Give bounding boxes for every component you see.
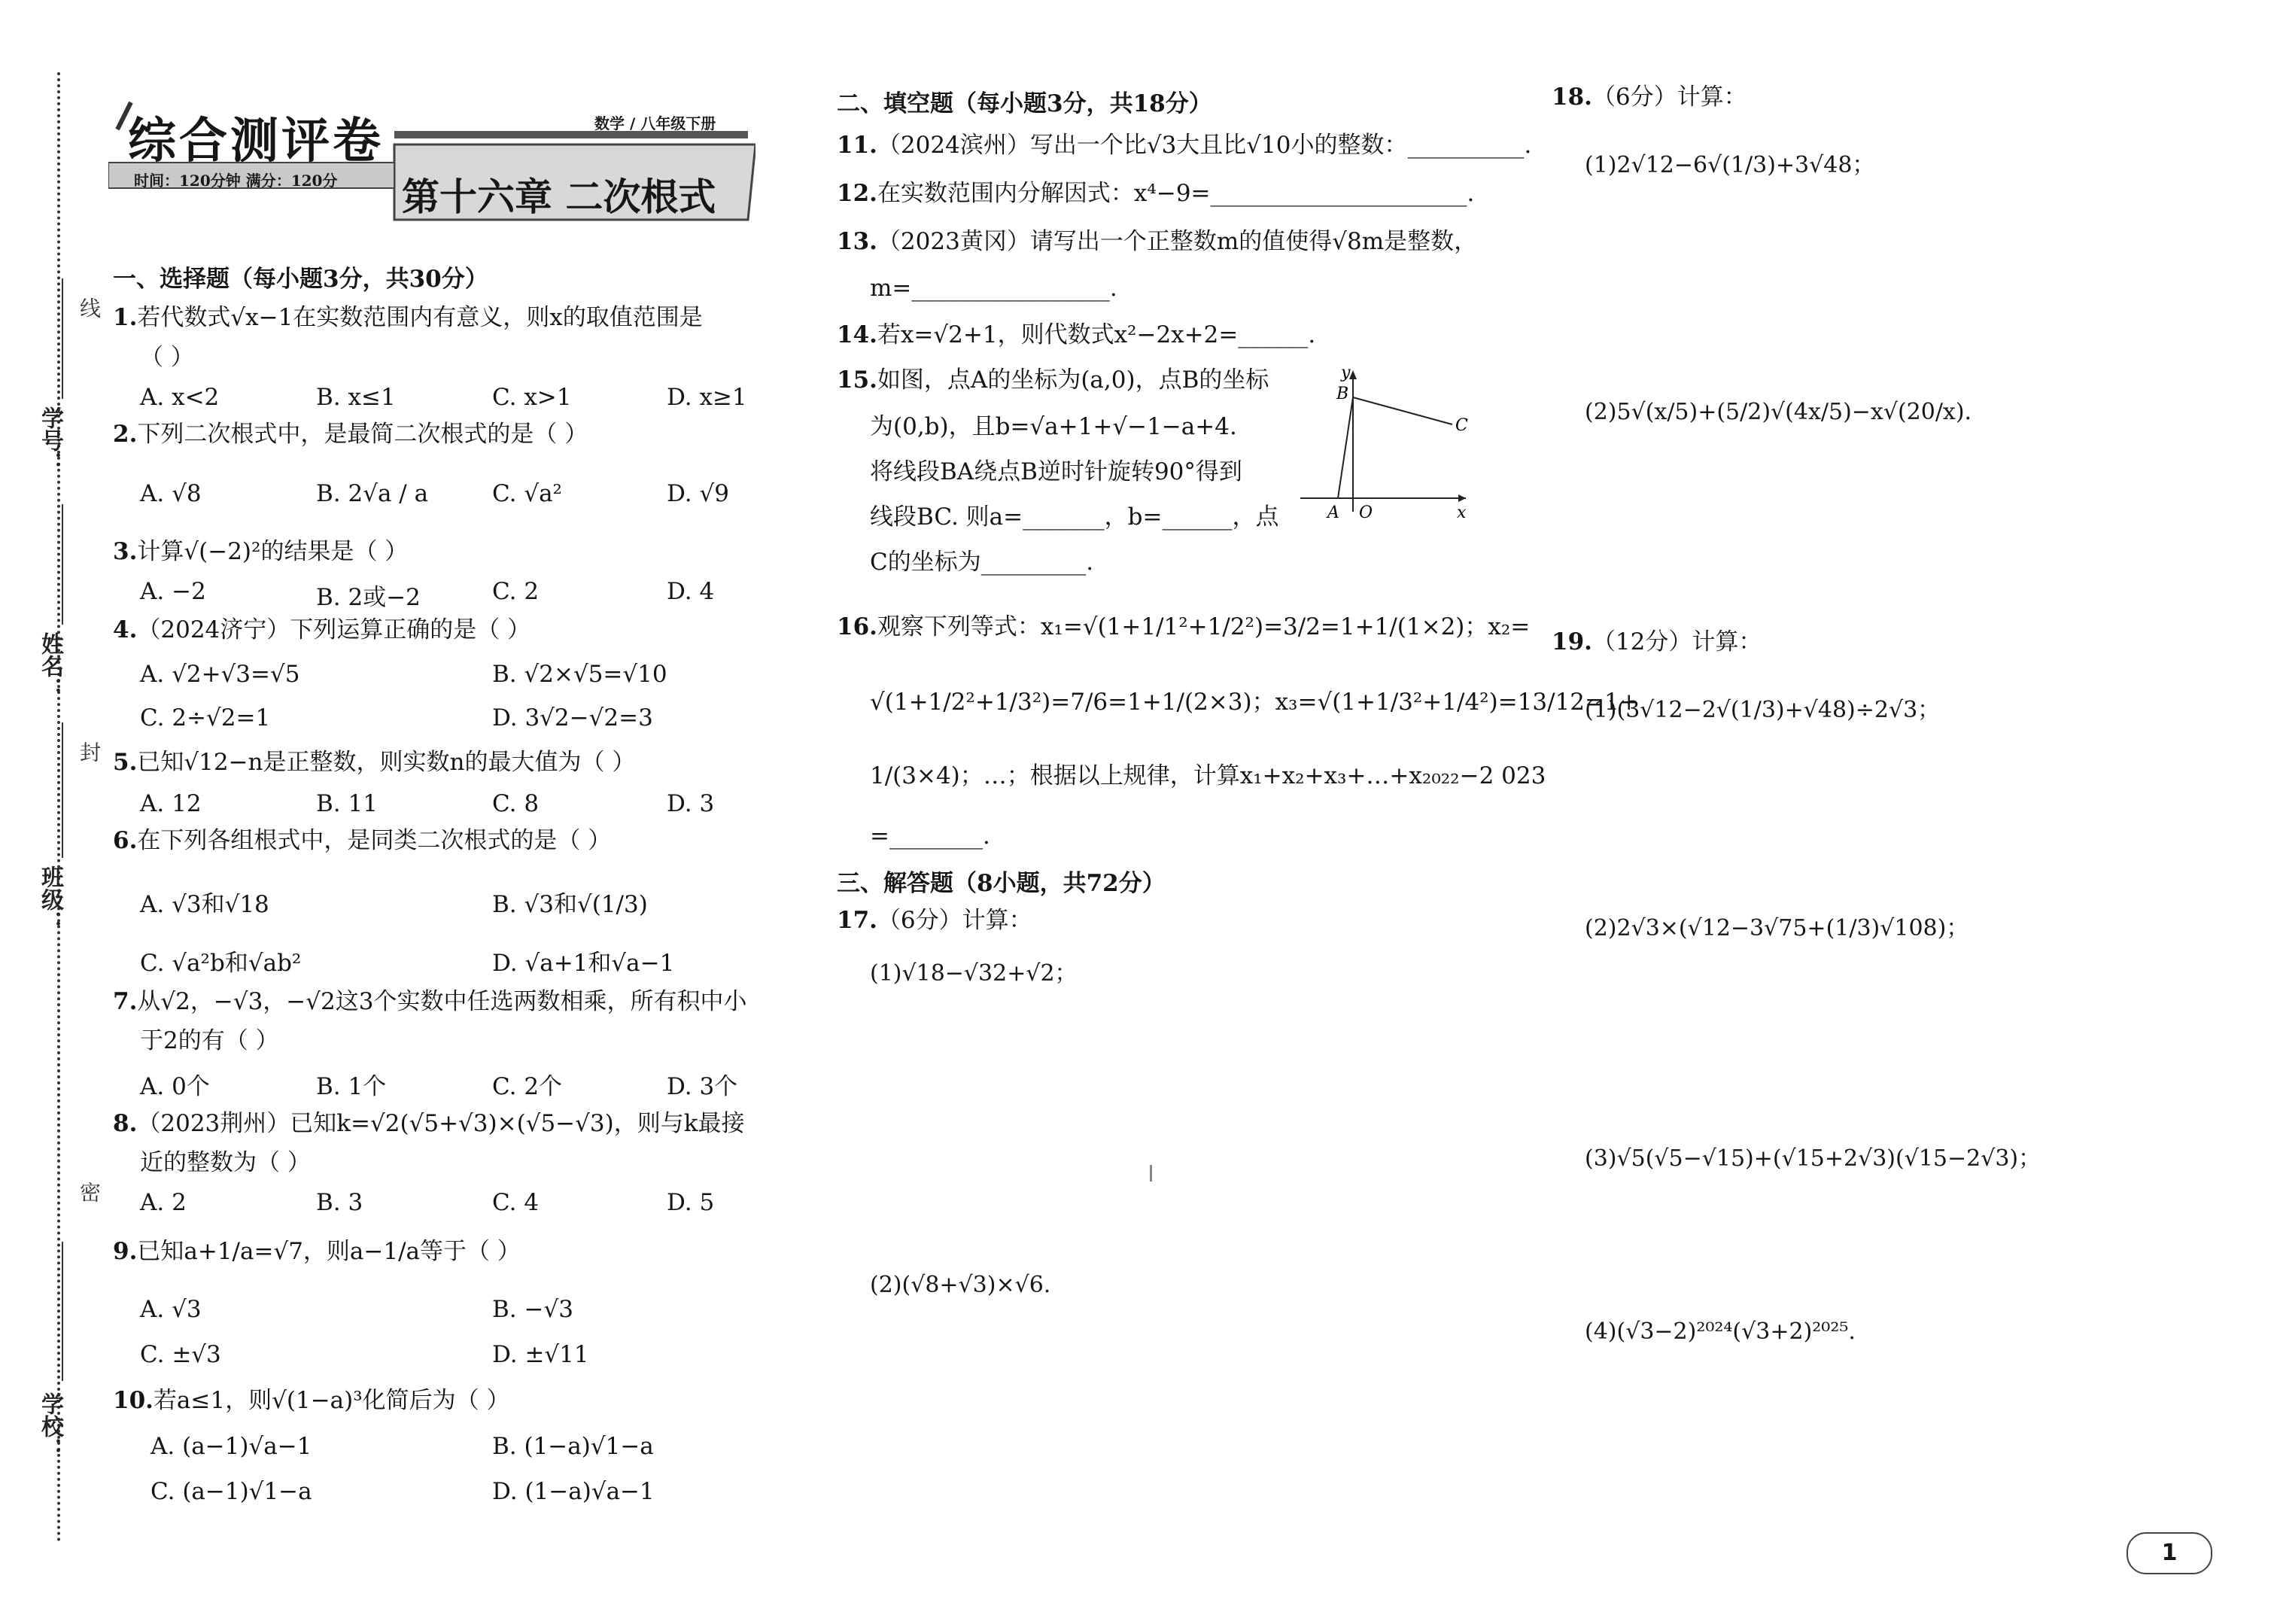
q18-part-2[interactable]: (2)5√(x/5)+(5/2)√(4x/5)−x√(20/x). [1585,399,1972,425]
section-solutions: 三、解答题（8小题，共72分） [837,870,1166,897]
q8-option-a[interactable]: A. 2 [140,1189,187,1216]
q9-option-c[interactable]: C. ±√3 [140,1341,221,1368]
question-9 [113,1239,521,1264]
class-blank[interactable] [62,722,63,858]
question-1 [113,305,703,330]
q2-option-c[interactable]: C. √a² [492,480,562,507]
label-name: 姓名： [37,632,63,700]
question-10 [113,1388,510,1413]
question-number: 17. [837,907,877,934]
q10-option-a[interactable]: A. (a−1)√a−1 [150,1433,312,1460]
q5-option-a[interactable]: A. 12 [140,790,202,817]
section-fill-in: 二、填空题（每小题3分，共18分） [837,90,1212,117]
question-16 [837,614,1530,640]
question-15-line4[interactable]: 线段BC. 则a=_______，b=______，点 [870,503,1279,531]
question-number: 19. [1552,628,1592,655]
q2-option-d[interactable]: D. √9 [667,480,729,507]
question-text: （2023黄冈）请写出一个正整数m的值使得√8m是整数， [877,228,1478,255]
q19-part-4[interactable]: (4)(√3−2)²⁰²⁴(√3+2)²⁰²⁵. [1585,1318,1856,1345]
question-number: 15. [837,366,877,394]
question-15-line2: 为(0,b)，且b=√a+1+√−1−a+4. [870,413,1237,440]
label-c: C [1455,416,1468,435]
stray-mark [1150,1165,1152,1182]
question-7-cont: 于2的有（ ） [140,1027,279,1054]
q8-option-c[interactable]: C. 4 [492,1189,540,1216]
q10-option-d[interactable]: D. (1−a)√a−1 [492,1478,655,1505]
q7-option-a[interactable]: A. 0个 [140,1073,210,1100]
question-text: 若a≤1，则√(1−a)³化简后为（ ） [153,1387,510,1414]
q3-option-d[interactable]: D. 4 [667,578,715,605]
question-text: 计算√(−2)²的结果是（ ） [137,538,409,565]
q7-option-c[interactable]: C. 2个 [492,1073,563,1100]
q2-option-a[interactable]: A. √8 [140,480,202,507]
question-3 [113,539,408,564]
q8-option-b[interactable]: B. 3 [316,1189,363,1216]
binding-char-seal: 封 [77,741,102,762]
question-number: 10. [113,1387,154,1414]
question-1-bracket: （ ） [140,344,194,371]
segment-bc [1353,397,1452,424]
q17-part-2[interactable]: (2)(√8+√3)×√6. [870,1272,1051,1298]
q4-option-c[interactable]: C. 2÷√2=1 [140,704,271,731]
question-16-line3: 1/(3×4)；…；根据以上规律，计算x₁+x₂+x₃+…+x₂₀₂₂−2 023 [870,762,1546,789]
q6-option-b[interactable]: B. √3和√(1/3) [492,891,648,918]
q10-option-b[interactable]: B. (1−a)√1−a [492,1433,654,1460]
q4-option-b[interactable]: B. √2×√5=√10 [492,661,667,688]
q1-option-c[interactable]: C. x>1 [492,384,572,411]
question-text: （2023荆州）已知k=√2(√5+√3)×(√5−√3)，则与k最接 [137,1110,745,1137]
q3-option-b[interactable]: B. 2或−2 [316,584,421,611]
question-text: 若x=√2+1，则代数式x²−2x+2=______. [877,321,1316,348]
q3-option-c[interactable]: C. 2 [492,578,540,605]
question-text: 已知√12−n是正整数，则实数n的最大值为（ ） [137,749,636,776]
exam-title: 综合测评卷 [128,113,384,169]
binding-char-dense: 密 [77,1182,102,1203]
question-4 [113,617,531,643]
question-number: 16. [837,613,877,640]
question-text: 若代数式√x−1在实数范围内有意义，则x的取值范围是 [137,304,703,331]
question-11[interactable] [837,132,1531,158]
question-number: 1. [113,304,138,331]
label-x: x [1457,503,1467,522]
question-text: 在下列各组根式中，是同类二次根式的是（ ） [137,827,612,854]
question-7 [113,989,746,1014]
q18-part-1[interactable]: (1)2√12−6√(1/3)+3√48； [1585,152,1875,178]
question-19 [1552,629,1762,655]
page-number: 1 [2127,1532,2212,1574]
question-14[interactable] [837,322,1315,348]
q4-option-a[interactable]: A. √2+√3=√5 [140,661,300,688]
binding-char-line: 线 [77,297,102,318]
question-number: 3. [113,538,138,565]
binding-dotted-line [57,72,60,1543]
q6-option-c[interactable]: C. √a²b和√ab² [140,950,302,977]
chapter-title: 第十六章 二次根式 [402,175,716,219]
question-number: 12. [837,180,877,207]
x-axis-arrow [1458,494,1466,502]
name-blank[interactable] [62,504,63,625]
question-text: 从√2，−√3，−√2这3个实数中任选两数相乘，所有积中小 [137,988,747,1015]
question-number: 11. [837,132,877,159]
question-number: 5. [113,749,138,776]
question-number: 6. [113,827,138,854]
question-text: 在实数范围内分解因式：x⁴−9=______________________. [877,180,1475,207]
question-17 [837,908,1032,933]
question-16-line4[interactable]: =________. [870,823,990,850]
question-text: （2024济宁）下列运算正确的是（ ） [137,616,531,643]
question-text: 已知a+1/a=√7，则a−1/a等于（ ） [137,1238,521,1265]
question-text: （12分）计算： [1592,628,1762,655]
label-o: O [1359,503,1373,522]
question-text: 如图，点A的坐标为(a,0)，点B的坐标 [877,366,1269,394]
question-18 [1552,84,1747,110]
question-15[interactable] [837,367,1269,393]
q10-option-c[interactable]: C. (a−1)√1−a [150,1478,312,1505]
question-number: 18. [1552,84,1592,111]
q2-option-b[interactable]: B. 2√a / a [316,480,429,507]
q5-option-c[interactable]: C. 8 [492,790,540,817]
question-number: 9. [113,1238,138,1265]
question-6 [113,828,611,853]
section-multiple-choice: 一、选择题（每小题3分，共30分） [113,266,488,293]
question-number: 7. [113,988,138,1015]
label-b: B [1336,385,1349,403]
q9-option-a[interactable]: A. √3 [140,1296,202,1323]
question-number: 13. [837,228,877,255]
segment-ba [1338,397,1353,498]
q19-part-2[interactable]: (2)2√3×(√12−3√75+(1/3)√108)； [1585,915,1969,941]
q3-option-a[interactable]: A. −2 [140,578,206,605]
q19-part-3[interactable]: (3)√5(√5−√15)+(√15+2√3)(√15−2√3)； [1585,1145,2041,1172]
q1-option-d[interactable]: D. x≥1 [667,384,747,411]
label-student-id: 学号： [37,406,63,474]
question-number: 4. [113,616,138,643]
question-15-line5[interactable]: C的坐标为_________. [870,549,1094,576]
q15-figure [1293,361,1473,527]
question-13[interactable] [837,229,1477,254]
q7-option-b[interactable]: B. 1个 [316,1073,387,1100]
question-16-line2: √(1+1/2²+1/3²)=7/6=1+1/(2×3)；x₃=√(1+1/3²+1/4²)=13/12=1+ [870,689,1639,716]
q4-option-d[interactable]: D. 3√2−√2=3 [492,704,653,731]
exam-meta: 时间：120分钟 满分：120分 [134,172,338,190]
q7-option-d[interactable]: D. 3个 [667,1073,738,1100]
question-text: （6分）计算： [1592,84,1747,111]
question-2 [113,421,588,447]
q19-part-1[interactable]: (1)(3√12−2√(1/3)+√48)÷2√3； [1585,697,1941,723]
student-id-blank[interactable] [62,278,63,399]
q17-part-1[interactable]: (1)√18−√32+√2； [870,960,1078,987]
q5-option-b[interactable]: B. 11 [316,790,378,817]
label-y: y [1341,363,1351,382]
question-8 [113,1111,745,1136]
question-text: （6分）计算： [877,907,1032,934]
q6-option-a[interactable]: A. √3和√18 [140,891,269,918]
label-class: 班级： [37,865,63,933]
question-text: （2024滨州）写出一个比√3大且比√10小的整数：__________. [877,132,1532,159]
question-text: 观察下列等式：x₁=√(1+1/1²+1/2²)=3/2=1+1/(1×2)；x₂= [877,613,1531,640]
question-5 [113,750,635,775]
q9-option-d[interactable]: D. ±√11 [492,1341,589,1368]
question-number: 2. [113,421,138,448]
question-15-line3: 将线段BA绕点B逆时针旋转90°得到 [870,458,1242,485]
subject-label: 数学 / 八年级下册 [594,114,716,132]
school-blank[interactable] [62,1242,63,1381]
q9-option-b[interactable]: B. −√3 [492,1296,573,1323]
q1-option-a[interactable]: A. x<2 [140,384,220,411]
question-text: 下列二次根式中，是最简二次根式的是（ ） [137,421,588,448]
question-number: 8. [113,1110,138,1137]
question-13-cont[interactable]: m=_________________. [870,275,1117,302]
question-12[interactable] [837,181,1474,206]
question-8-cont: 近的整数为（ ） [140,1149,311,1176]
label-a: A [1327,503,1339,522]
q5-option-d[interactable]: D. 3 [667,790,715,817]
question-number: 14. [837,321,877,348]
q6-option-d[interactable]: D. √a+1和√a−1 [492,950,675,977]
q8-option-d[interactable]: D. 5 [667,1189,715,1216]
label-school: 学校： [37,1392,63,1460]
q1-option-b[interactable]: B. x≤1 [316,384,396,411]
y-axis-arrow [1349,370,1357,379]
